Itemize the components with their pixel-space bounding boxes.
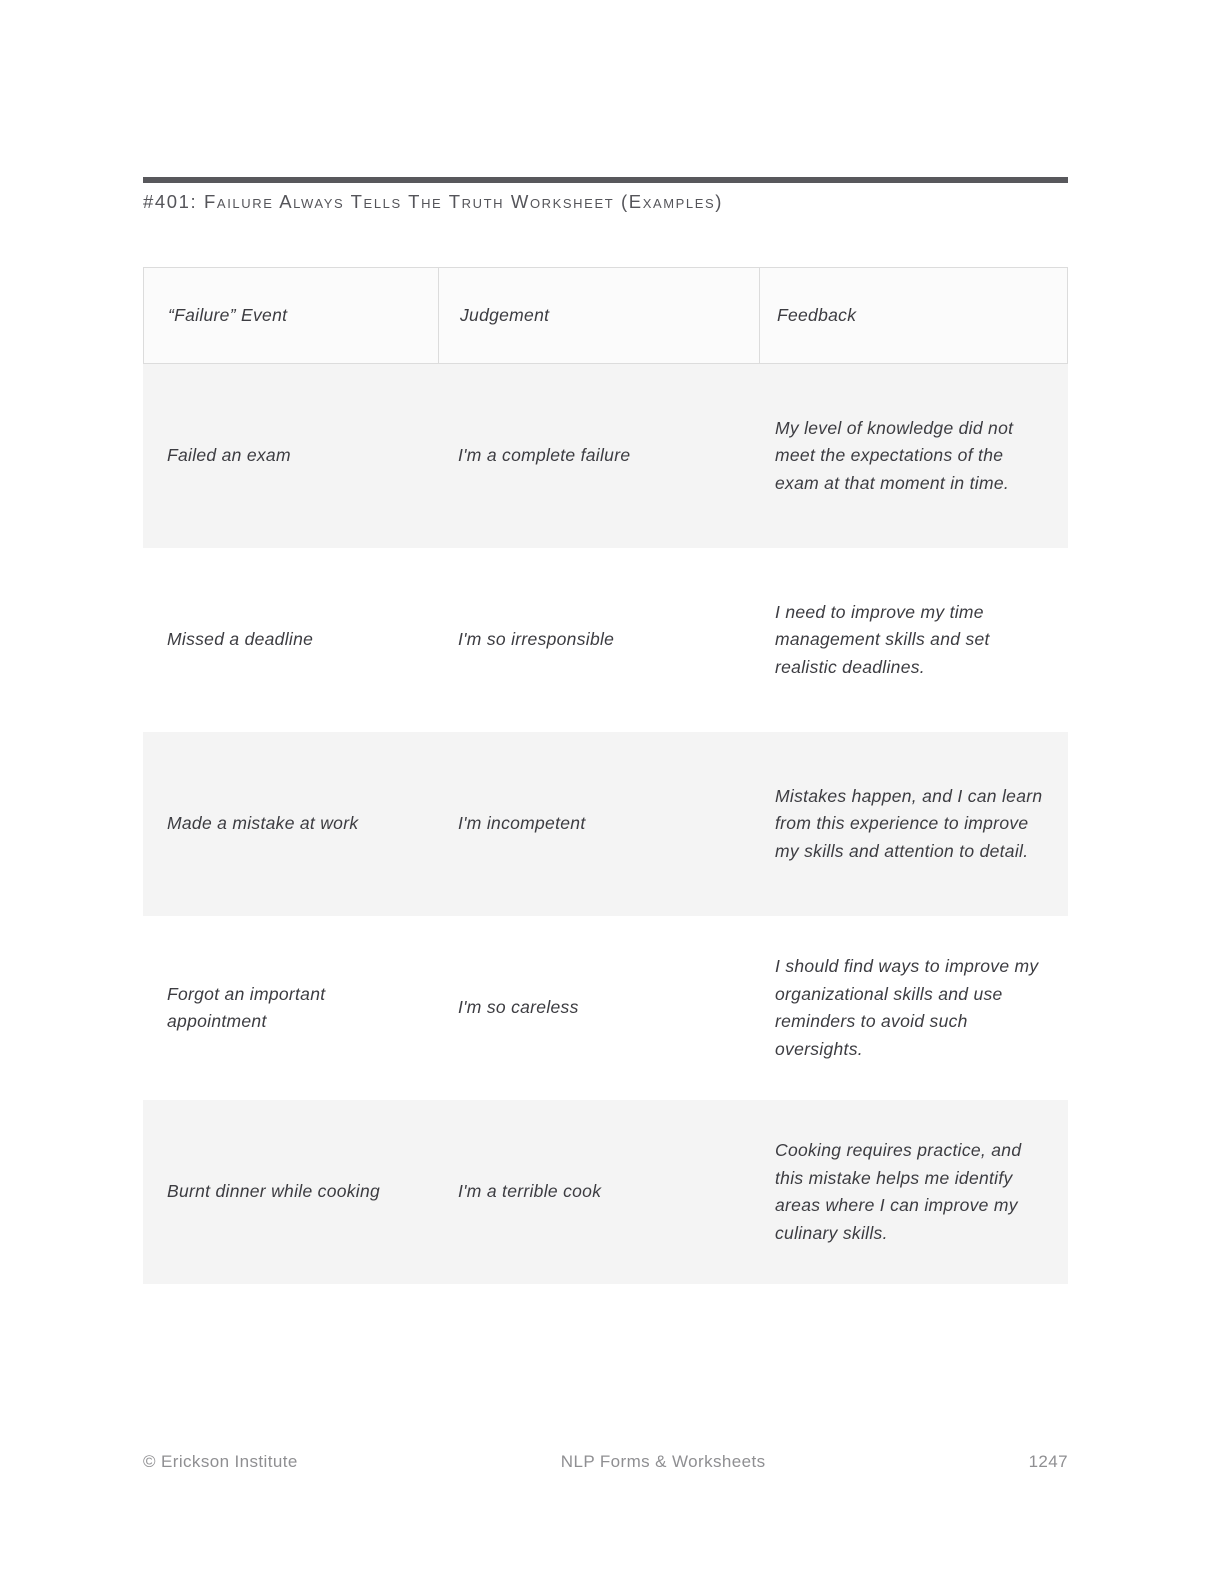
cell-feedback: Mistakes happen, and I can learn from this experience to improve my skills and attention to detail.	[775, 785, 1043, 861]
cell-event: Missed a deadline	[167, 629, 314, 650]
cell-feedback: I should find ways to improve my organizational skills and use reminders to avoid such oversights.	[775, 956, 1039, 1059]
title-rule	[143, 177, 1068, 183]
table-row	[143, 1100, 1068, 1284]
header-cell-judgement: Judgement	[438, 268, 759, 363]
table-row	[143, 916, 1068, 1100]
footer-book-title: NLP Forms & Worksheets	[560, 1452, 766, 1471]
header-cell-feedback: Feedback	[759, 268, 1069, 363]
cell-event: Made a mistake at work	[167, 813, 359, 834]
page-title: #401: Failure Always Tells The Truth Worksheet (Examples)	[143, 191, 724, 212]
cell-event: Failed an exam	[167, 445, 291, 466]
table-row	[143, 548, 1068, 732]
cell-feedback: My level of knowledge did not meet the expectations of the exam at that moment in time.	[775, 417, 1014, 493]
table-row	[143, 364, 1068, 548]
cell-event: Burnt dinner while cooking	[167, 1181, 381, 1202]
footer-page-number: 1247	[1028, 1452, 1068, 1471]
footer-copyright: © Erickson Institute	[143, 1452, 298, 1471]
table-header-row	[143, 267, 1068, 364]
cell-judgement: I'm a complete failure	[458, 445, 631, 466]
cell-judgement: I'm so careless	[458, 997, 579, 1018]
page-content	[143, 0, 1068, 1284]
cell-judgement: I'm a terrible cook	[458, 1181, 602, 1202]
worksheet-table	[143, 267, 1068, 1284]
cell-feedback: Cooking requires practice, and this mistake helps me identify areas where I can improve my culinary skills.	[775, 1140, 1022, 1243]
cell-feedback: I need to improve my time management skills and set realistic deadlines.	[775, 601, 990, 677]
cell-event: Forgot an important appointment	[167, 983, 326, 1031]
footer	[143, 1452, 1068, 1472]
cell-judgement: I'm so irresponsible	[458, 629, 615, 650]
table-row	[143, 732, 1068, 916]
header-cell-event: “Failure” Event	[168, 304, 288, 325]
cell-judgement: I'm incompetent	[458, 813, 586, 834]
